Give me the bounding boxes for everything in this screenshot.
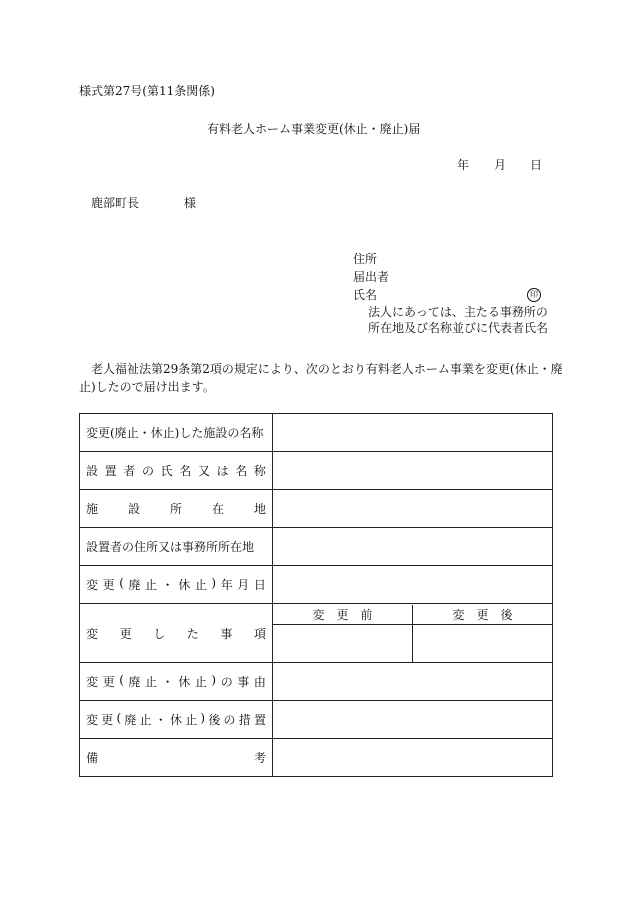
input-remarks[interactable] [273,738,553,776]
label-establisher-address: 設置者の住所又は事務所所在地 [80,528,273,566]
input-after-change[interactable] [413,625,552,662]
date-year-label: 年 [457,158,470,172]
label-establisher-name: 設 置 者 の 氏 名 又 は 名 称 [80,452,273,490]
input-facility-name[interactable] [273,414,553,452]
label-post-change-measures: 変 更 ( 廃 止 ・ 休 止 ) 後 の 措 置 [80,700,273,738]
date-day-label: 日 [530,158,543,172]
label-remarks: 備 考 [80,738,273,776]
label-changed-items: 変 更 し た 事 項 [80,604,273,662]
input-post-change-measures[interactable] [273,700,553,738]
corporation-note-line2: 所在地及び名称並びに代表者氏名 [368,321,549,335]
submitter-label: 届出者 [353,270,390,284]
name-label: 氏名 [353,288,378,302]
document-title: 有料老人ホーム事業変更(休止・廃止)届 [207,122,421,136]
label-facility-location: 施 設 所 在 地 [80,490,273,528]
input-establisher-address[interactable] [273,528,553,566]
before-change-header: 変 更 前 [273,605,413,624]
label-facility-name: 変更(廃止・休止)した施設の名称 [80,414,273,452]
addressee-honorific: 様 [184,196,197,210]
form-number: 様式第27号(第11条関係) [79,84,215,98]
addressee-name: 鹿部町長 [91,196,140,210]
seal-icon [527,286,541,302]
input-change-date[interactable] [273,566,553,604]
input-before-change[interactable] [273,625,413,662]
label-change-date: 変 更 ( 廃 止 ・ 休 止 ) 年 月 日 [80,566,273,604]
notification-table [79,413,553,777]
label-change-reason: 変 更 ( 廃 止 ・ 休 止 ) の 事 由 [80,662,273,700]
address-label: 住所 [353,252,378,266]
after-change-header: 変 更 後 [452,607,513,622]
input-facility-location[interactable] [273,490,553,528]
seal-char: 印 [527,288,541,302]
input-change-reason[interactable] [273,662,553,700]
body-text-line1: 老人福祉法第29条第2項の規定により、次のとおり有料老人ホーム事業を変更(休止・廃 [91,362,563,376]
corporation-note-line1: 法人にあっては、主たる事務所の [368,305,548,319]
date-month-label: 月 [494,158,507,172]
changed-items-cell [273,604,553,662]
body-text-line2: 止)したので届け出ます。 [79,380,215,394]
input-establisher-name[interactable] [273,452,553,490]
